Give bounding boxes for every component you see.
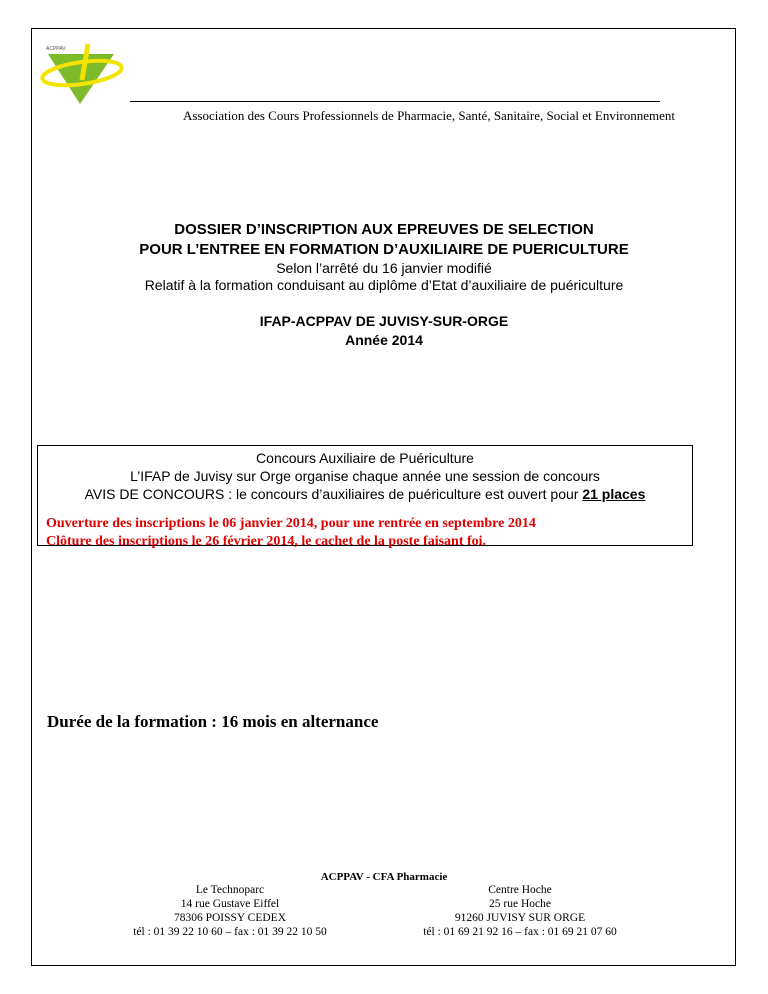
notice-line-3 bbox=[38, 485, 692, 503]
logo-text: ACPPAV bbox=[46, 46, 66, 52]
right-address-line-1: Centre Hoche bbox=[488, 884, 552, 896]
training-duration: Durée de la formation : 16 mois en alternance bbox=[47, 712, 379, 731]
notice-dates bbox=[38, 515, 692, 551]
notice-line-1: Concours Auxiliaire de Puériculture bbox=[256, 450, 474, 466]
notice-line-3-text: AVIS DE CONCOURS : le concours d’auxiliaires de puériculture est ouvert pour bbox=[84, 486, 583, 502]
left-address-line-3: 78306 POISSY CEDEX bbox=[173, 912, 287, 924]
right-address-line-2: 25 rue Hoche bbox=[489, 898, 551, 910]
footer-address-right bbox=[400, 883, 640, 939]
footer-address-left bbox=[100, 883, 360, 939]
subtitle-line-1: Selon l’arrêté du 16 janvier modifié bbox=[276, 260, 492, 276]
registration-opening: Ouverture des inscriptions le 06 janvier 2014, pour une rentrée en septembre 2014 bbox=[46, 516, 536, 531]
footer-heading: ACPPAV - CFA Pharmacie bbox=[320, 871, 448, 883]
notice-center-text bbox=[38, 446, 692, 503]
right-address-line-4: tél : 01 69 21 92 16 – fax : 01 69 21 07 60 bbox=[423, 926, 617, 938]
left-address-line-1: Le Technoparc bbox=[195, 884, 265, 896]
title-block bbox=[0, 220, 768, 294]
association-name: Association des Cours Professionnels de Pharmacie, Santé, Sanitaire, Social et Environnement bbox=[182, 108, 676, 123]
notice-line-2: L’IFAP de Juvisy sur Orge organise chaque année une session de concours bbox=[130, 468, 600, 484]
institute-year: Année 2014 bbox=[345, 332, 423, 348]
subtitle-line-2: Relatif à la formation conduisant au diplôme d’Etat d’auxiliaire de puériculture bbox=[144, 277, 624, 293]
institute-name: IFAP-ACPPAV DE JUVISY-SUR-ORGE bbox=[259, 313, 509, 329]
right-address-line-3: 91260 JUVISY SUR ORGE bbox=[454, 912, 586, 924]
title-line-1: DOSSIER D’INSCRIPTION AUX EPREUVES DE SELECTION bbox=[174, 221, 594, 238]
acppav-logo bbox=[40, 40, 126, 106]
contest-notice-box bbox=[37, 445, 693, 549]
header-rule bbox=[130, 101, 660, 102]
title-line-2: POUR L’ENTREE EN FORMATION D’AUXILIAIRE DE PUERICULTURE bbox=[139, 241, 629, 258]
institute-block bbox=[0, 312, 768, 350]
registration-closing: Clôture des inscriptions le 26 février 2014, le cachet de la poste faisant foi. bbox=[46, 534, 487, 549]
left-address-line-2: 14 rue Gustave Eiffel bbox=[180, 898, 280, 910]
notice-places: 21 places bbox=[582, 486, 646, 502]
left-address-line-4: tél : 01 39 22 10 60 – fax : 01 39 22 10 50 bbox=[133, 926, 327, 938]
